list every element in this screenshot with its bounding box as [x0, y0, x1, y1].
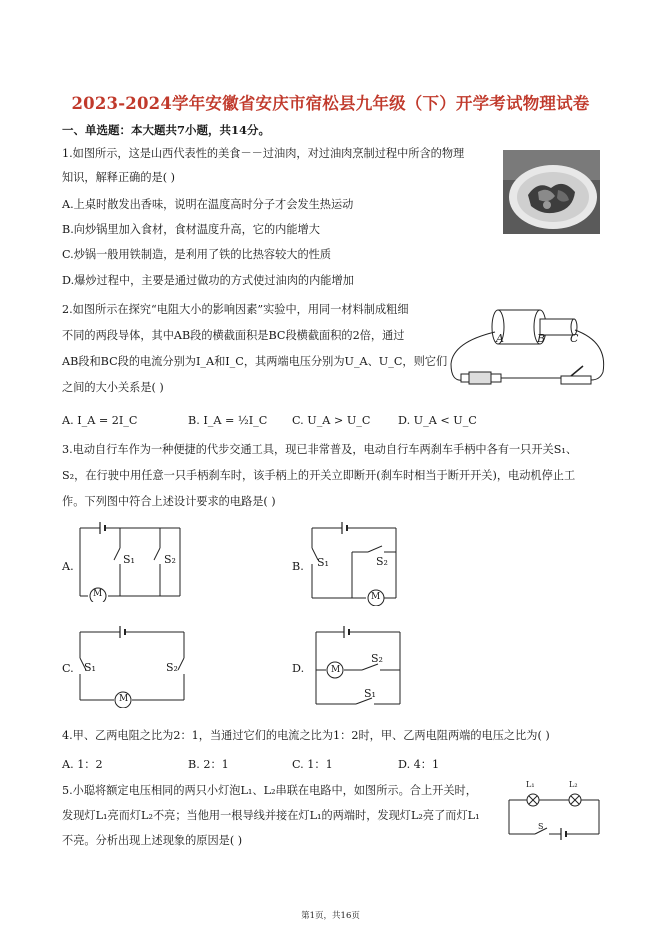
- q1-option-b: B.向炒锅里加入食材，食材温度升高，它的内能增大: [62, 223, 320, 236]
- q1-food-photo: [503, 150, 600, 234]
- q3a-s1-label: S₁: [123, 553, 135, 566]
- q5-lamp-circuit: [505, 784, 603, 840]
- q3-stem-line2: S₂，在行驶中用任意一只手柄刹车时，该手柄上的开关立即断开(刹车时相当于断开开关)，电动机停止工: [62, 469, 576, 482]
- q3b-s1-label: S₁: [317, 556, 329, 569]
- q3-option-d: D.: [292, 662, 305, 675]
- q2-fig-label-b: B: [537, 332, 546, 345]
- q2-stem-line2: 不同的两段导体，其中AB段的横截面积是BC段横截面积的2倍，通过: [62, 329, 405, 342]
- q3c-s1-label: S₁: [84, 661, 96, 674]
- q3d-s1-label: S₁: [364, 687, 376, 700]
- q2-option-a: A. I_A = 2I_C: [62, 414, 138, 427]
- q4-option-b: B. 2：1: [188, 758, 229, 771]
- q2-fig-label-c: C: [570, 332, 579, 345]
- q3-option-b: B.: [292, 560, 304, 573]
- q3d-motor-label: M: [331, 665, 341, 675]
- q2-stem-line4: 之间的大小关系是( ): [62, 381, 164, 394]
- q1-option-c: C.炒锅一般用铁制造，是利用了铁的比热容较大的性质: [62, 248, 332, 261]
- q3a-s2-label: S₂: [164, 553, 176, 566]
- page-footer: 第1页，共16页: [301, 911, 360, 921]
- q5-stem-line2: 发现灯L₁亮而灯L₂不亮；当他用一根导线并接在灯L₁的两端时，发现灯L₂亮了而灯L₁: [62, 809, 480, 822]
- q3-option-a: A.: [62, 560, 74, 573]
- q3-stem-line3: 作。下列图中符合上述设计要求的电路是( ): [62, 495, 276, 508]
- q2-option-b: B. I_A = ½I_C: [188, 414, 268, 427]
- q2-stem-line3: AB段和BC段的电流分别为I_A和I_C，其两端电压分别为U_A、U_C，则它们: [62, 355, 448, 368]
- q3c-motor-label: M: [119, 694, 129, 704]
- q4-option-a: A. 1：2: [62, 758, 103, 771]
- q1-option-d: D.爆炒过程中，主要是通过做功的方式使过油肉的内能增加: [62, 274, 354, 287]
- q1-option-a: A.上桌时散发出香味，说明在温度高时分子才会发生热运动: [62, 198, 354, 211]
- q2-stem-line1: 2.如图所示在探究“电阻大小的影响因素”实验中，用同一材料制成粗细: [62, 303, 409, 316]
- q3-option-c: C.: [62, 662, 74, 675]
- q1-stem-line2: 知识，解释正确的是( ): [62, 171, 175, 184]
- q5-l2-label: L₂: [569, 780, 578, 789]
- q3b-s2-label: S₂: [376, 555, 388, 568]
- q3a-motor-label: M: [93, 589, 103, 599]
- q3-stem-line1: 3.电动自行车作为一种便捷的代步交通工具，现已非常普及，电动自行车两刹车手柄中各有一只开关S₁、: [62, 443, 578, 456]
- q5-l1-label: L₁: [526, 780, 535, 789]
- q2-option-c: C. U_A > U_C: [292, 414, 371, 427]
- q5-stem-line1: 5.小聪将额定电压相同的两只小灯泡L₁、L₂串联在电路中，如图所示。合上开关时，: [62, 784, 477, 797]
- q5-switch-label: S: [538, 822, 544, 831]
- q1-stem-line1: 1.如图所示，这是山西代表性的美食－－过油肉，对过油肉烹制过程中所含的物理: [62, 147, 465, 160]
- q2-option-d: D. U_A < U_C: [398, 414, 477, 427]
- q4-stem: 4.甲、乙两电阻之比为2：1，当通过它们的电流之比为1：2时，甲、乙两电阻两端的电压之比为( ): [62, 729, 550, 742]
- q3d-s2-label: S₂: [371, 652, 383, 665]
- q3-circuit-d: [308, 622, 410, 708]
- q4-option-d: D. 4：1: [398, 758, 440, 771]
- q4-option-c: C. 1：1: [292, 758, 333, 771]
- q3b-motor-label: M: [371, 592, 381, 602]
- q2-conductor-figure: [443, 302, 613, 398]
- q3c-s2-label: S₂: [166, 661, 178, 674]
- q5-stem-line3: 不亮。分析出现上述现象的原因是( ): [62, 834, 243, 847]
- section-heading: 一、单选题：本大题共7小题，共14分。: [62, 123, 271, 137]
- q2-fig-label-a: A: [496, 332, 504, 345]
- exam-title: 2023-2024学年安徽省安庆市宿松县九年级（下）开学考试物理试卷: [71, 94, 590, 113]
